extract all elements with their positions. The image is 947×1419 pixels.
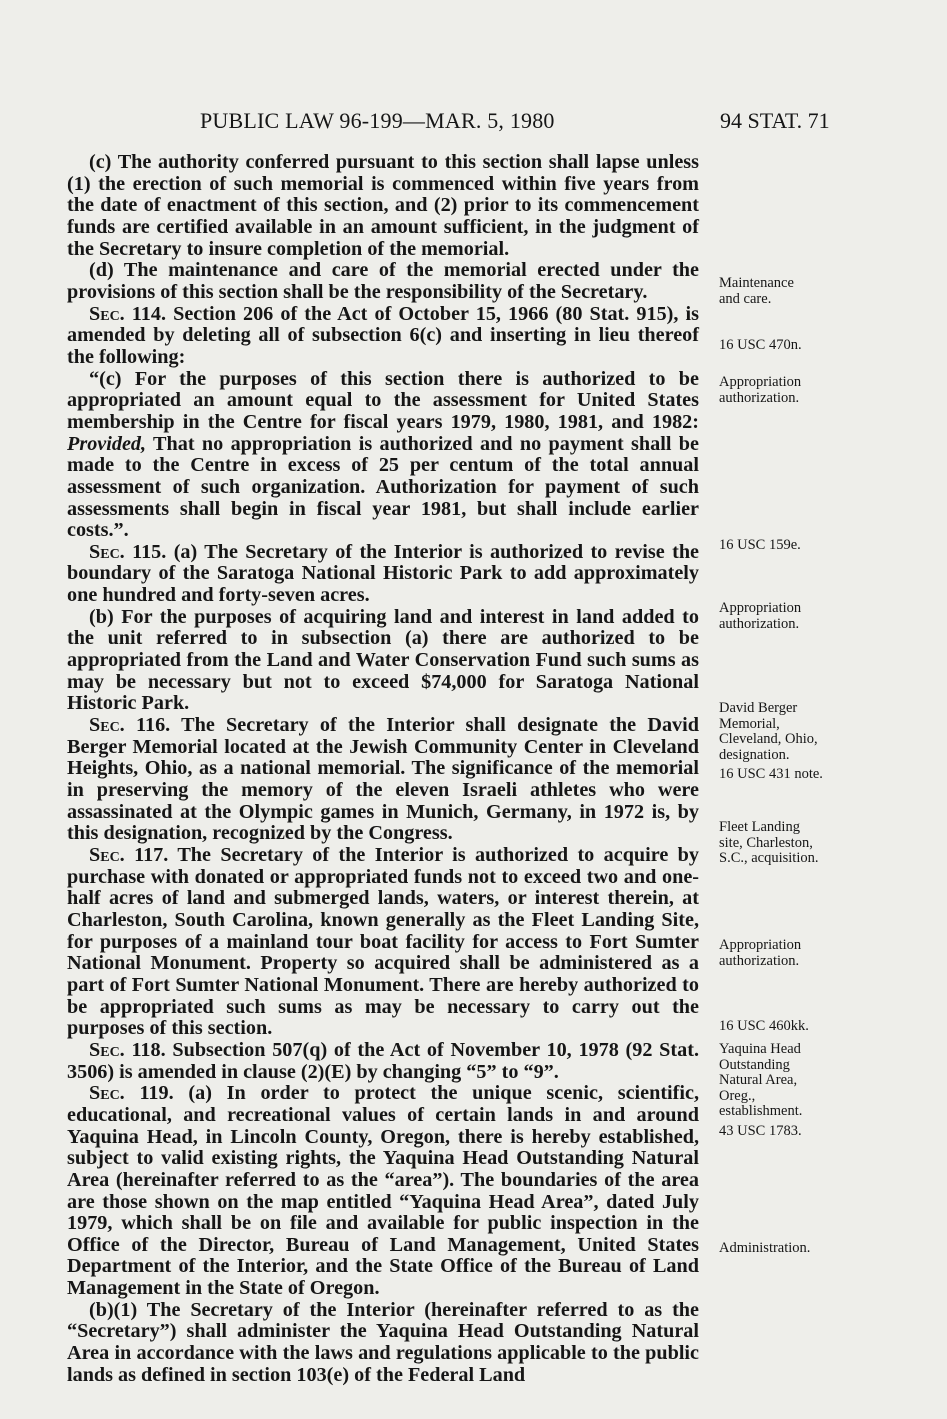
section-117 [67, 845, 699, 1040]
section-label: Sec. 115. [89, 540, 167, 563]
margin-note-usc-460kk: 16 USC 460kk. [719, 1018, 809, 1034]
section-119 [67, 1083, 699, 1300]
paragraph-maintenance: (d) The maintenance and care of the memorial erected under the provisions of this section shall be the responsibility of the Secretary. [67, 259, 699, 303]
margin-note-line: site, Charleston, [719, 834, 813, 851]
paragraph-text: That no appropriation is authorized and no payment shall be made to the Centre in excess of 25 per centum of the total annual assessment of such organization. Authorization for payment of such assessments shall begin in fiscal year 1981, but shall include earlier costs.”. [67, 432, 699, 542]
margin-note-usc-159e: 16 USC 159e. [719, 537, 801, 553]
section-text: Section 206 of the Act of October 15, 1966 (80 Stat. 915), is amended by deleting all of subsection 6(c) and inserting in lieu thereof the following: [67, 302, 700, 368]
margin-note-usc-470n: 16 USC 470n. [719, 337, 802, 353]
margin-note-line: Appropriation [719, 600, 802, 616]
margin-note-line: Fleet Landing [719, 819, 800, 835]
margin-note-line: authorization. [719, 952, 800, 969]
margin-note-fleet-landing [719, 820, 869, 867]
margin-note-line: Outstanding [719, 1056, 790, 1073]
margin-note-line: authorization. [719, 615, 800, 632]
margin-note-line: designation. [719, 746, 790, 763]
margin-note-appropriation-2 [719, 601, 869, 632]
margin-note-appropriation-3 [719, 938, 869, 969]
section-label: Sec. 114. [89, 302, 167, 325]
margin-note-line: David Berger [719, 700, 798, 716]
section-text: Subsection 507(q) of the Act of November 10, 1978 (92 Stat. 3506) is amended in clause (2)(E) by changing “5” to “9”. [67, 1038, 699, 1083]
margin-note-line: and care. [719, 290, 772, 307]
margin-note-line: Maintenance [719, 275, 794, 291]
margin-note-yaquina-head [719, 1042, 869, 1120]
section-text: (a) In order to protect the unique scenic, scientific, educational, and recreational values of certain lands in and around Yaquina Head, in Lincoln County, Oregon, there is hereby established, subject to valid existing rights, the Yaquina Head Outstanding Natural Area (hereinafter referred to as the “area”). The boundaries of the area are those shown on the map entitled “Yaquina Head Area”, dated July 1979, which shall be on file and available for public inspection in the Office of the Director, Bureau of Land Management, United States Department of the Interior, and the State Office of the Bureau of Land Management in the State of Oregon. [67, 1082, 700, 1300]
section-114 [67, 304, 699, 369]
margin-note-line: establishment. [719, 1103, 803, 1120]
paragraph-saratoga-appropriation: (b) For the purposes of acquiring land and interest in land added to the unit referred to in subsection (a) there are authorized to be appropriated from the Land and Water Conservation Fund such sums as may be necessary but not to exceed $74,000 for Saratoga National Historic Park. [67, 605, 699, 715]
margin-note-line: Oreg., [719, 1087, 756, 1104]
section-label: Sec. 117. [89, 844, 169, 866]
margin-note-line: Appropriation [719, 937, 802, 953]
proviso: Provided, [67, 432, 147, 455]
margin-note-appropriation-1 [719, 375, 869, 406]
margin-note-administration: Administration. [719, 1240, 811, 1256]
section-text: The Secretary of the Interior is authorized to acquire by purchase with donated or appropriated funds not to exceed two and one-half acres of land and submerged lands, waters, or interest therein, at Charleston, South Carolina, known generally as the Fleet Landing Site, for purposes of a mainland tour boat facility for access to Fort Sumter National Monument. Property so acquired shall be administered as a part of Fort Sumter National Monument. There are hereby authorized to be appropriated such sums as may be necessary to carry out the purposes of this section. [67, 844, 700, 1040]
paragraph-administration: (b)(1) The Secretary of the Interior (hereinafter referred to as the “Secretary”) shall administer the Yaquina Head Outstanding Natural Area in accordance with the laws and regulations applicable to the public lands as defined in section 103(e) of the Federal Land [67, 1298, 699, 1386]
margin-note-line: Cleveland, Ohio, [719, 731, 818, 748]
paragraph-text: “(c) For the purposes of this section there is authorized to be appropriated an amount equal to the assessment for United States membership in the Centre for fiscal years 1979, 1980, 1981, and 1982: [67, 367, 699, 433]
margin-note-maintenance [719, 276, 869, 307]
section-label: Sec. 118. [89, 1038, 166, 1061]
section-label: Sec. 119. [89, 1082, 174, 1105]
section-text: The Secretary of the Interior shall designate the David Berger Memorial located at the Jewish Community Center in Cleveland Heights, Ohio, as a national memorial. The significance of the memorial in preserving the memory of the eleven Israeli athletes who were assassinated at the Olympic games in Munich, Germany, in 1972 is, by this designation, recognized by the Congress. [67, 714, 699, 845]
margin-note-line: authorization. [719, 389, 800, 406]
section-118 [67, 1040, 699, 1083]
margin-note-line: Natural Area, [719, 1072, 798, 1089]
paragraph-memorial-lapse: (c) The authority conferred pursuant to this section shall lapse unless (1) the erection of such memorial is commenced within five years from the date of enactment of this section, and (2) prior to its commencement funds are certified available in an amount sufficient, in the judgment of the Secretary to insure completion of the memorial. [67, 151, 699, 260]
section-text: (a) The Secretary of the Interior is authorized to revise the boundary of the Saratoga National Historic Park to add approximately one hundred and forty-seven acres. [67, 540, 700, 607]
margin-note-line: Memorial, [719, 715, 780, 732]
margin-note-usc-431: 16 USC 431 note. [719, 766, 823, 782]
paragraph-centre-appropriation [67, 369, 699, 542]
running-head: PUBLIC LAW 96-199—MAR. 5, 1980 [200, 108, 555, 133]
margin-note-line: Yaquina Head [719, 1041, 801, 1057]
section-116 [67, 715, 699, 845]
margin-note-usc-1783: 43 USC 1783. [719, 1123, 802, 1139]
section-115 [67, 542, 699, 607]
margin-note-line: S.C., acquisition. [719, 850, 819, 867]
statute-page-reference: 94 STAT. 71 [720, 108, 830, 133]
section-label: Sec. 116. [89, 714, 171, 737]
body-text [67, 152, 699, 1386]
margin-note-line: Appropriation [719, 374, 802, 390]
margin-note-david-berger [719, 701, 869, 763]
